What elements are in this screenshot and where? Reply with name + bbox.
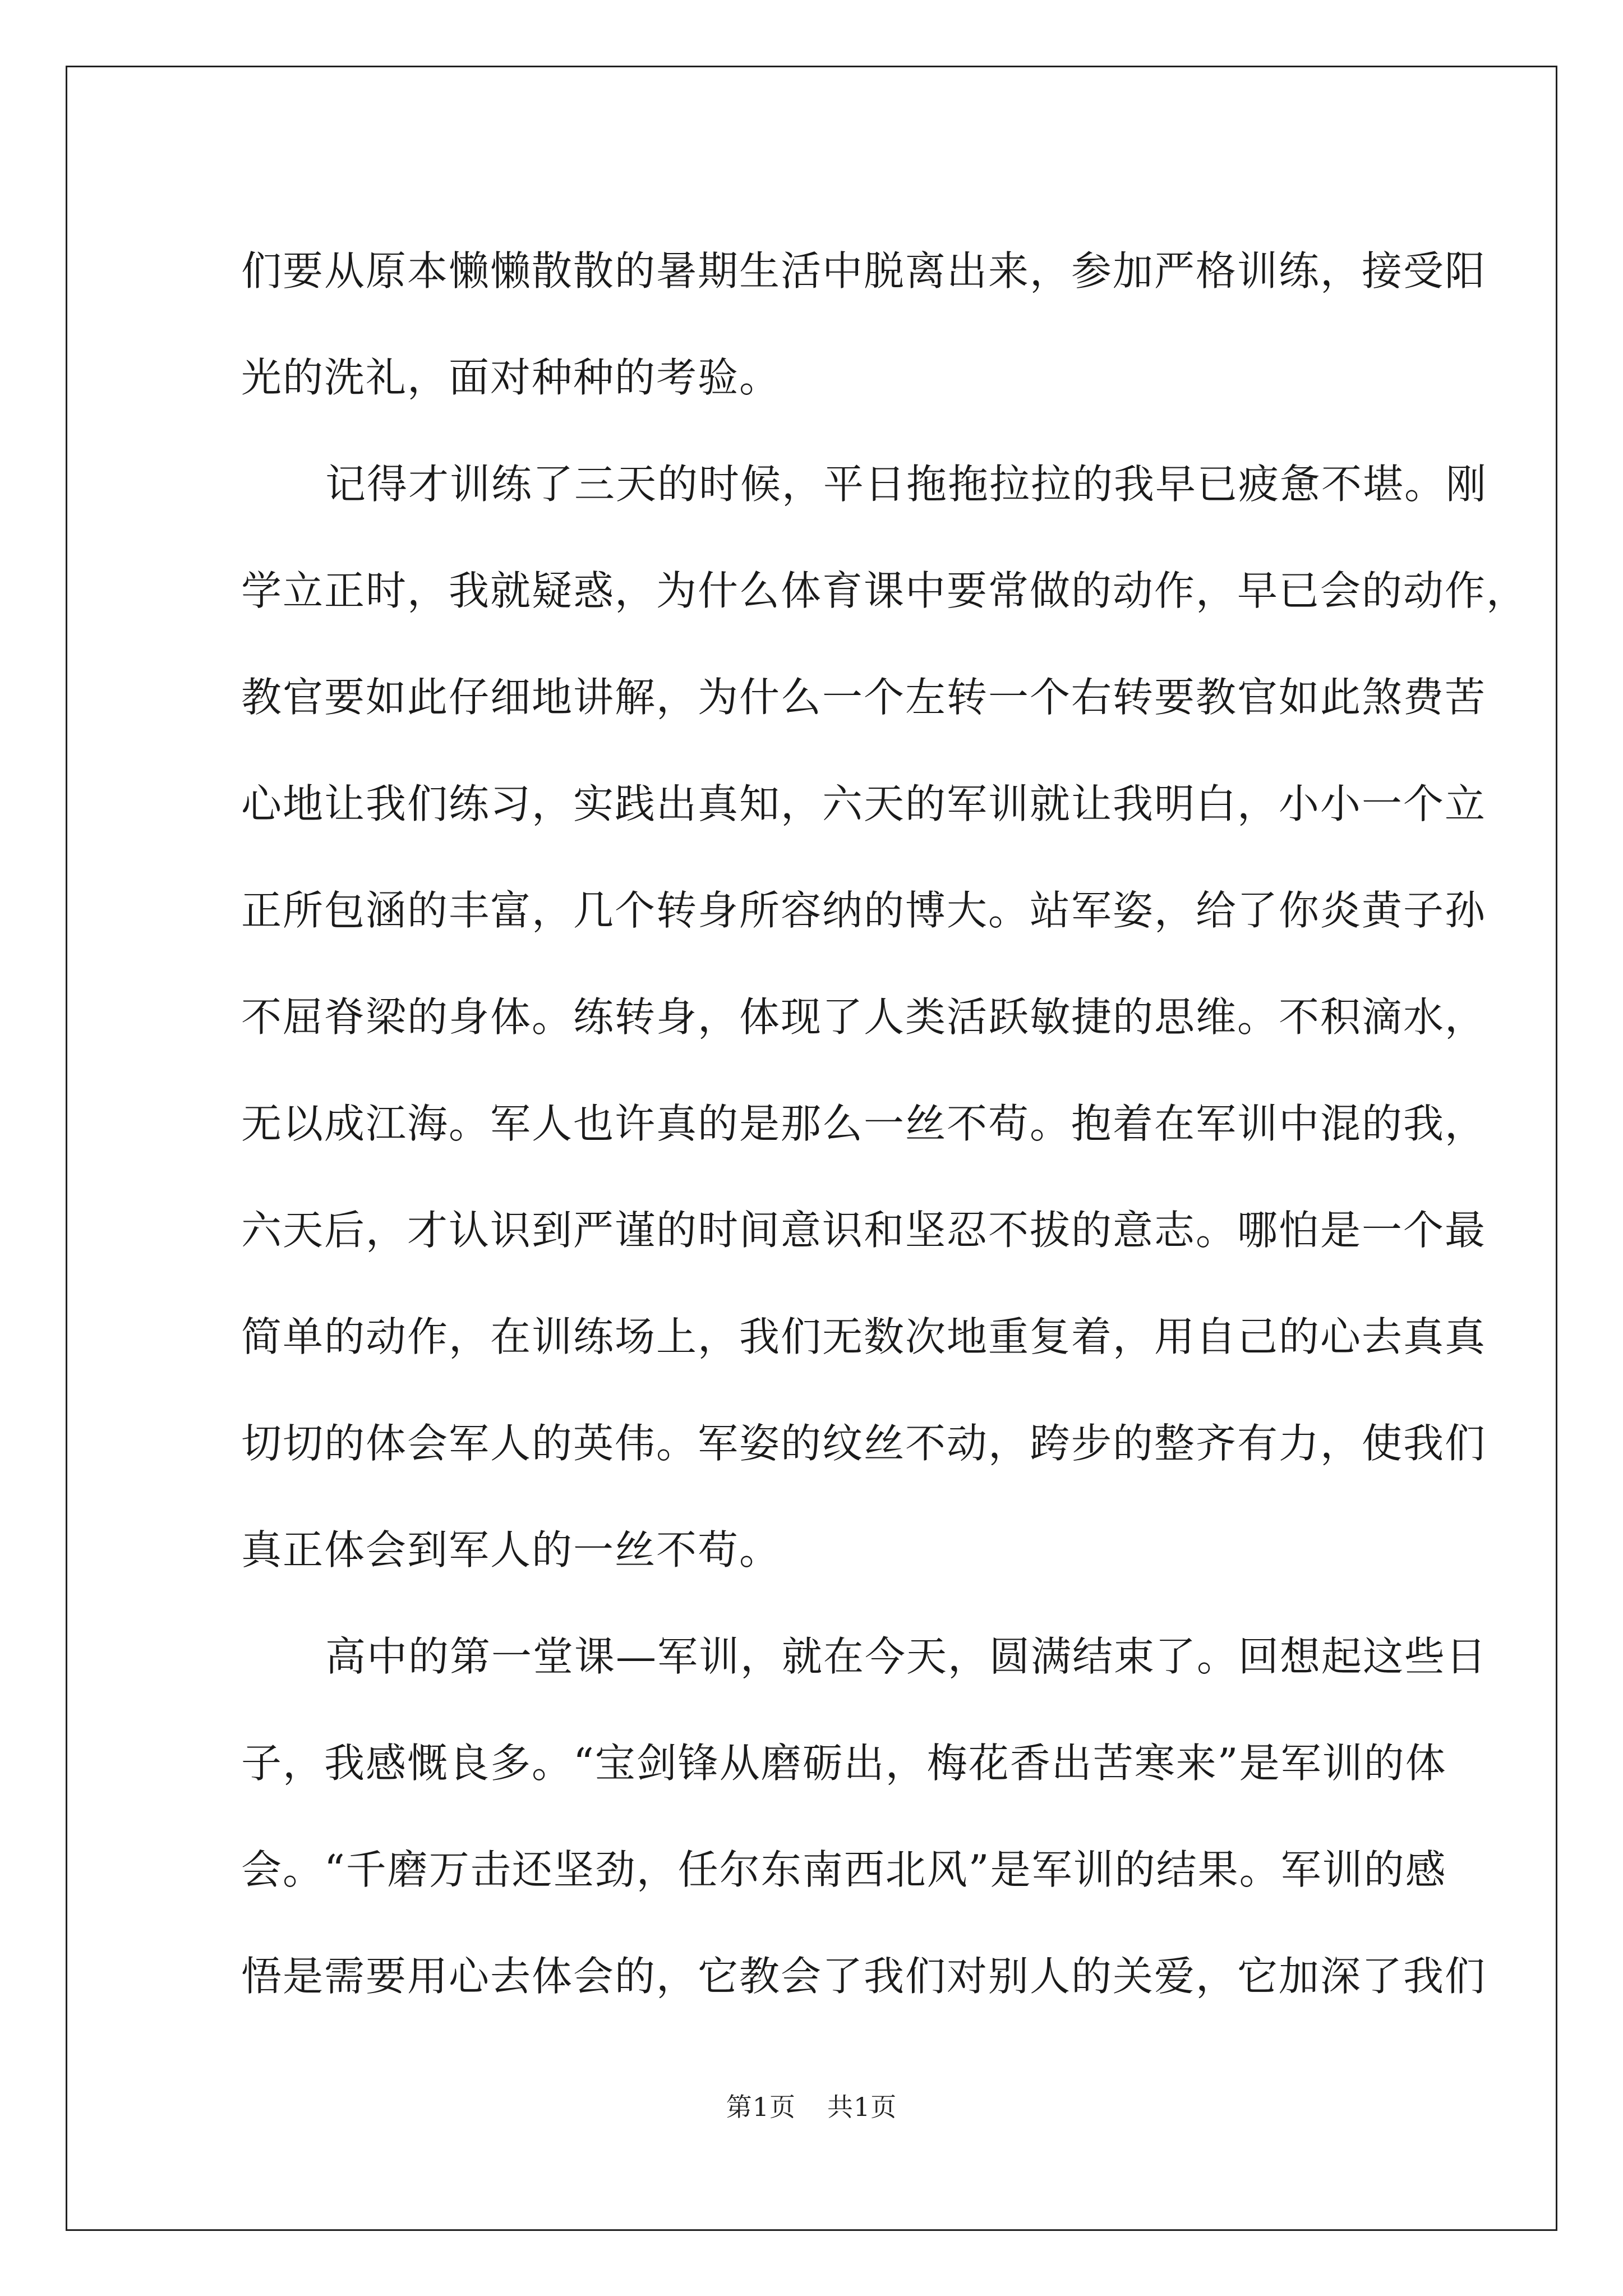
document-body: [241, 218, 1528, 2030]
text-line: 悟是需要用心去体会的，它教会了我们对别人的关爱，它加深了我们: [241, 1953, 1487, 2000]
text-line: 教官要如此仔细地讲解，为什么一个左转一个右转要教官如此煞费苦: [241, 674, 1487, 721]
text-line: 切切的体会军人的英伟。军姿的纹丝不动，跨步的整齐有力，使我们: [241, 1420, 1487, 1467]
page-footer: [0, 2087, 1623, 2124]
text-line: 简单的动作，在训练场上，我们无数次地重复着，用自己的心去真真: [241, 1313, 1487, 1360]
text-line: 心地让我们练习，实践出真知，六天的军训就让我明白，小小一个立: [241, 780, 1487, 827]
text-line: 不屈脊梁的身体。练转身，体现了人类活跃敏捷的思维。不积滴水，: [241, 993, 1487, 1041]
text-line: 无以成江海。军人也许真的是那么一丝不苟。抱着在军训中混的我，: [241, 1100, 1487, 1147]
page-number: 第1页: [726, 2092, 796, 2122]
page-total: 共1页: [827, 2092, 897, 2122]
paragraph-first-line: 高中的第一堂课—军训，就在今天，圆满结束了。回想起这些日: [325, 1633, 1488, 1680]
text-line: 们要从原本懒懒散散的暑期生活中脱离出来，参加严格训练，接受阳: [241, 247, 1487, 295]
text-line: 学立正时，我就疑惑，为什么体育课中要常做的动作，早已会的动作，: [241, 567, 1528, 614]
text-line: 子，我感慨良多。“宝剑锋从磨砺出，梅花香出苦寒来”是军训的体: [241, 1740, 1447, 1787]
paragraph-first-line: 记得才训练了三天的时候，平日拖拖拉拉的我早已疲惫不堪。刚: [325, 461, 1488, 508]
text-line: 真正体会到军人的一丝不苟。: [241, 1526, 781, 1573]
text-line: 会。“千磨万击还坚劲，任尔东南西北风”是军训的结果。军训的感: [241, 1846, 1447, 1893]
text-line: 六天后，才认识到严谨的时间意识和坚忍不拔的意志。哪怕是一个最: [241, 1207, 1487, 1254]
text-line: 光的洗礼，面对种种的考验。: [241, 354, 781, 401]
text-line: 正所包涵的丰富，几个转身所容纳的博大。站军姿，给了你炎黄子孙: [241, 887, 1487, 934]
